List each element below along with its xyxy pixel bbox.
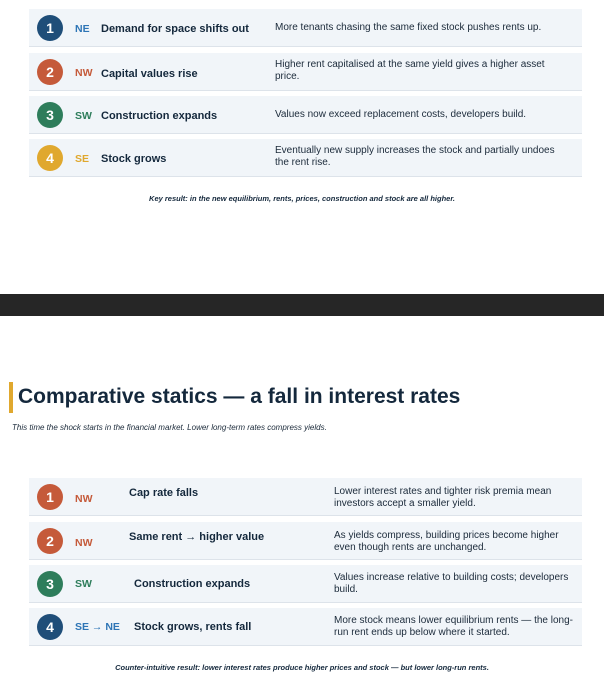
step-number-badge: 4 xyxy=(37,614,63,640)
step-row xyxy=(29,478,582,516)
step-description: Values increase relative to building costs; developers build. xyxy=(334,572,569,595)
quadrant-label: NW xyxy=(75,67,93,79)
step-title: Capital values rise xyxy=(101,68,198,80)
step-description: More tenants chasing the same fixed stock pushes rents up. xyxy=(275,22,542,33)
slide-demand-shift xyxy=(0,0,604,294)
step-title: Demand for space shifts out xyxy=(101,23,249,35)
step-number-badge: 1 xyxy=(37,15,63,41)
step-number-badge: 4 xyxy=(37,145,63,171)
quadrant-label: SW xyxy=(75,110,92,122)
step-row xyxy=(29,522,582,560)
quadrant-label: SE → NE xyxy=(75,621,120,633)
slide-interest-rate-fall xyxy=(0,316,604,684)
step-description: Lower interest rates and tighter risk premia mean investors accept a smaller yield. xyxy=(334,486,552,509)
step-number-badge: 2 xyxy=(37,59,63,85)
key-result-note: Key result: in the new equilibrium, rents, prices, construction and stock are all higher. xyxy=(149,194,455,203)
step-number-badge: 2 xyxy=(37,528,63,554)
heading-accent-bar xyxy=(9,382,13,413)
step-row xyxy=(29,139,582,177)
step-row xyxy=(29,53,582,91)
step-title: Same rent → higher value xyxy=(129,531,265,543)
step-title: Stock grows xyxy=(101,153,167,165)
step-description: Eventually new supply increases the stock and partially undoes the rent rise. xyxy=(275,145,555,168)
step-row xyxy=(29,9,582,47)
slide-divider xyxy=(0,294,604,316)
quadrant-label: NW xyxy=(75,493,93,505)
quadrant-label: SW xyxy=(75,578,92,590)
step-description: Higher rent capitalised at the same yield gives a higher asset price. xyxy=(275,59,545,82)
page-subtitle: This time the shock starts in the financial market. Lower long-term rates compress yields. xyxy=(12,423,327,432)
step-title: Stock grows, rents fall xyxy=(134,621,252,633)
quadrant-label: SE xyxy=(75,153,90,165)
page-title: Comparative statics — a fall in interest rates xyxy=(18,385,461,408)
step-description: As yields compress, building prices become higher even though rents are unchanged. xyxy=(334,530,559,553)
counter-intuitive-note: Counter-intuitive result: lower interest rates produce higher prices and stock — but lower long-run rents. xyxy=(115,663,489,672)
step-number-badge: 3 xyxy=(37,102,63,128)
quadrant-label: NE xyxy=(75,23,90,35)
step-title: Construction expands xyxy=(101,110,218,122)
step-title: Construction expands xyxy=(134,578,251,590)
quadrant-label: NW xyxy=(75,537,93,549)
step-title: Cap rate falls xyxy=(129,487,199,499)
step-number-badge: 3 xyxy=(37,571,63,597)
step-row xyxy=(29,565,582,603)
step-row xyxy=(29,608,582,646)
step-row xyxy=(29,96,582,134)
step-number-badge: 1 xyxy=(37,484,63,510)
step-description: More stock means lower equilibrium rents — the long-run rent ends up below where it started. xyxy=(334,615,573,638)
step-description: Values now exceed replacement costs, developers build. xyxy=(275,109,527,120)
